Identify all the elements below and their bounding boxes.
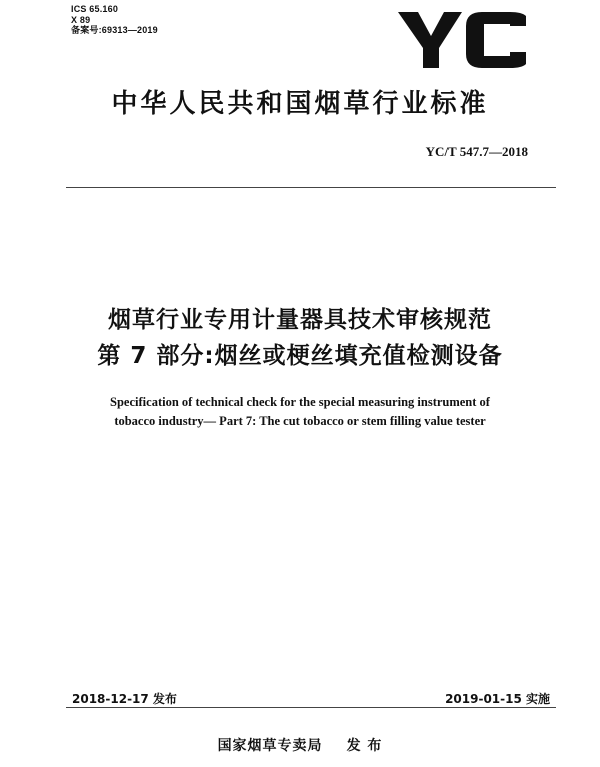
issuer-name: 国家烟草专卖局 [217,738,323,754]
title-en-line-2: tobacco industry— Part 7: The cut tobacco or stem filling value tester [114,414,486,428]
standard-number: YC/T 547.7—2018 [425,144,528,159]
title-en-line-1: Specification of technical check for the special measuring instrument of [110,395,490,409]
organization-title: 中华人民共和国烟草行业标准 [111,89,489,119]
classification-code: X 89 [71,14,91,25]
title-cn-line-1: 烟草行业专用计量器具技术审核规范 [108,307,492,333]
issue-date: 2018-12-17 发布 [72,692,177,706]
yc-logo [398,10,528,70]
issuer-action: 发 布 [346,738,383,754]
record-number: 备案号:69313—2019 [71,25,158,35]
bottom-divider [66,707,556,708]
top-divider [66,187,556,188]
issuer-line [0,735,600,755]
classification-block [71,4,158,36]
ics-code: ICS 65.160 [71,4,119,14]
title-cn-line-2: 第 7 部分:烟丝或梗丝填充值检测设备 [97,343,503,369]
implementation-date: 2019-01-15 实施 [445,692,550,706]
